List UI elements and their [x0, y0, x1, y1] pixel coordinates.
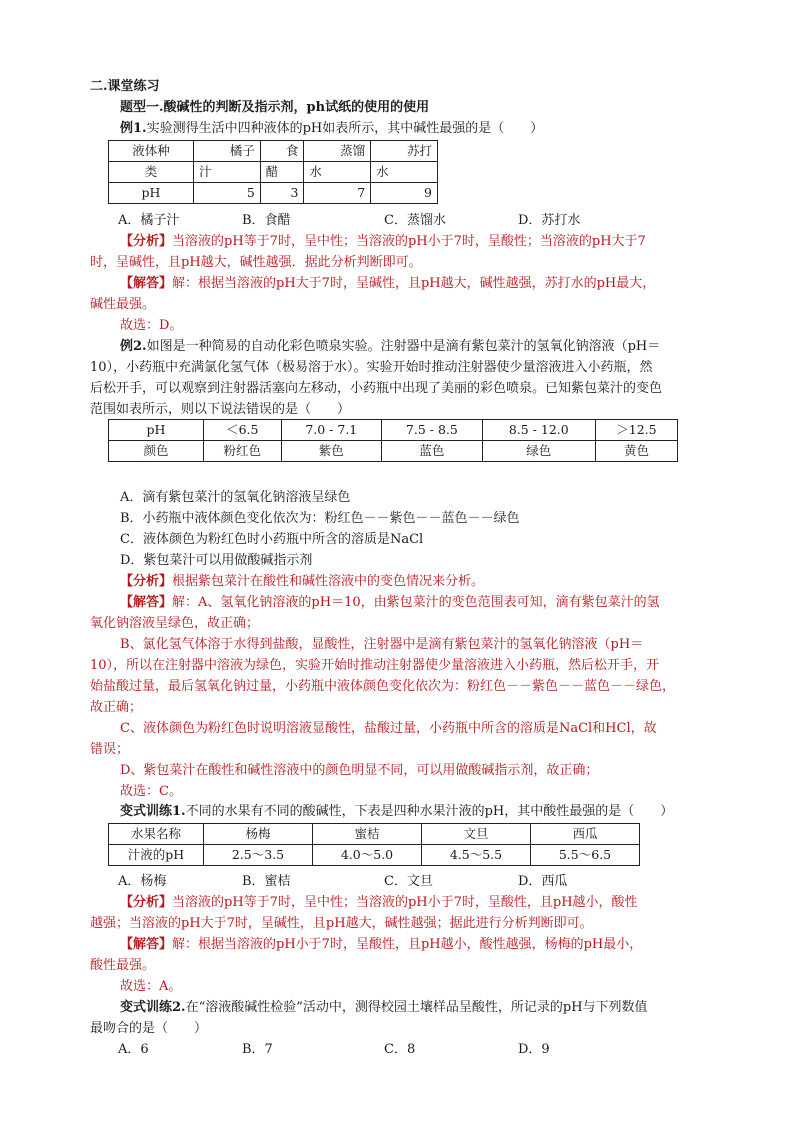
example-1-answer: [120, 273, 734, 294]
answer-line: 故正确；: [90, 700, 143, 715]
option-b: B．食醋: [242, 213, 291, 228]
answer-tag: 【解答】: [120, 937, 173, 952]
variant-2-question: [120, 997, 734, 1018]
option-a: A．橘子汁: [118, 213, 180, 228]
answer-line: 10），所以在注射器中溶液为绿色，实验开始时推动注射器使少量溶液进入小药瓶，然后松开手，开: [90, 658, 660, 673]
example-2-analysis: [120, 571, 734, 592]
option-c: C．蒸馏水: [384, 213, 446, 228]
table-cell: ＜6.5: [204, 420, 282, 441]
table-cell: 西瓜: [531, 824, 640, 845]
table-cell: 液体种: [109, 141, 194, 162]
example-2-option-a: A．滴有紫包菜汁的氢氧化钠溶液呈绿色: [120, 490, 351, 505]
table-cell: 7: [304, 183, 371, 204]
table-cell: 绿色: [482, 441, 595, 462]
example-2-table: [108, 419, 678, 462]
option-c: C．8: [384, 1042, 416, 1057]
example-1-table: [108, 140, 438, 204]
table-row: [109, 441, 678, 462]
table-cell: 9: [371, 183, 438, 204]
table-cell: 粉红色: [204, 441, 282, 462]
analysis-tag: 【分析】: [120, 895, 173, 910]
table-cell: 7.0 - 7.1: [281, 420, 382, 441]
answer-text: 解：根据当溶液的pH大于7时，呈碱性，且pH越大，碱性越强，苏打水的pH最大，: [172, 276, 656, 291]
example-2-text: 如图是一种简易的自动化彩色喷泉实验。注射器中是滴有紫包菜汁的氢氧化钠溶液（pH＝: [146, 339, 661, 354]
variant-1-answer-cont: 酸性最强。: [90, 958, 156, 973]
table-cell: 5: [194, 183, 261, 204]
table-cell: 7.5 - 8.5: [382, 420, 483, 441]
option-a: A．6: [118, 1042, 149, 1057]
answer-text: 解：A、氢氧化钠溶液的pH＝10，由紫包菜汁的变色范围表可知，滴有紫包菜汁的氢: [172, 595, 660, 610]
table-cell: 蓝色: [382, 441, 483, 462]
option-d: D．苏打水: [518, 213, 581, 228]
table-cell: 颜色: [109, 441, 204, 462]
example-1-choice: 故选：D。: [120, 318, 183, 333]
table-cell: 紫色: [281, 441, 382, 462]
table-cell: 水: [371, 162, 438, 183]
table-cell: 汁液的pH: [109, 845, 204, 866]
example-2-question-cont: 后松开手，可以观察到注射器活塞向左移动，小药瓶中出现了美丽的彩色喷泉。已知紫包菜汁的变色: [90, 381, 663, 396]
answer-line: B、氯化氢气体溶于水得到盐酸，显酸性，注射器中是滴有紫包菜汁的氢氧化钠溶液（pH＝: [120, 637, 644, 652]
table-cell: 苏打: [371, 141, 438, 162]
variant-1-text: 不同的水果有不同的酸碱性，下表是四种水果汁液的pH，其中酸性最强的是（ ）: [185, 804, 674, 819]
example-1-answer-cont: 碱性最强。: [90, 297, 156, 312]
variant-2-question-cont: 最吻合的是（ ）: [90, 1021, 208, 1036]
option-b: B．蜜桔: [242, 874, 291, 889]
table-cell: 类: [109, 162, 194, 183]
example-1-analysis: [120, 231, 734, 252]
table-cell: 食: [260, 141, 304, 162]
example-2-option-b: B．小药瓶中液体颜色变化依次为：粉红色－－紫色－－蓝色－－绿色: [120, 511, 520, 526]
table-row: [109, 141, 438, 162]
table-cell: 蜜桔: [313, 824, 422, 845]
table-cell: 黄色: [595, 441, 677, 462]
example-2-question-cont: 10），小药瓶中充满氯化氢气体（极易溶于水）。实验开始时推动注射器使少量溶液进入小药瓶，然: [90, 360, 653, 375]
table-cell: 8.5 - 12.0: [482, 420, 595, 441]
table-cell: 4.5～5.5: [422, 845, 531, 866]
example-2-question-cont: 范围如表所示，则以下说法错误的是（ ）: [90, 402, 351, 417]
answer-line: 始盐酸过量，最后氢氧化钠过量，小药瓶中液体颜色变化依次为：粉红色－－紫色－－蓝色－－绿色，: [90, 679, 676, 694]
answer-tag: 【解答】: [120, 595, 173, 610]
analysis-text: 当溶液的pH等于7时，呈中性；当溶液的pH小于7时，呈酸性；当溶液的pH大于7: [172, 234, 646, 249]
example-2-label: 例2.: [120, 339, 147, 354]
answer-line: 氧化钠溶液呈绿色，故正确；: [90, 616, 260, 631]
example-1-analysis-cont: 时，呈碱性，且pH越大，碱性越强．据此分析判断即可。: [90, 255, 422, 270]
table-cell: ＞12.5: [595, 420, 677, 441]
table-cell: 汁: [194, 162, 261, 183]
table-row: [109, 162, 438, 183]
table-cell: 水: [304, 162, 371, 183]
table-row: [109, 824, 640, 845]
table-cell: 5.5～6.5: [531, 845, 640, 866]
example-2-question: [120, 336, 734, 357]
variant-1-analysis: [120, 892, 734, 913]
option-a: A．杨梅: [118, 874, 167, 889]
analysis-text: 根据紫包菜汁在酸性和碱性溶液中的变色情况来分析。: [172, 574, 485, 589]
table-row: [109, 420, 678, 441]
analysis-text: 当溶液的pH等于7时，呈中性；当溶液的pH小于7时，呈酸性，且pH越小，酸性: [172, 895, 638, 910]
analysis-tag: 【分析】: [120, 234, 173, 249]
example-1-question: [120, 118, 734, 139]
variant-2-label: 变式训练2.: [120, 1000, 186, 1015]
example-2-option-d: D．紫包菜汁可以用做酸碱指示剂: [120, 553, 313, 568]
table-cell: pH: [109, 183, 194, 204]
topic-heading: 题型一.酸碱性的判断及指示剂，ph试纸的使用的使用: [120, 100, 430, 115]
table-cell: 3: [260, 183, 304, 204]
example-2-choice: 故选：C。: [120, 784, 182, 799]
variant-1-table: [108, 823, 640, 866]
table-cell: 文旦: [422, 824, 531, 845]
answer-tag: 【解答】: [120, 276, 173, 291]
table-cell: pH: [109, 420, 204, 441]
analysis-tag: 【分析】: [120, 574, 173, 589]
option-b: B．7: [242, 1042, 273, 1057]
table-cell: 水果名称: [109, 824, 204, 845]
table-cell: 醋: [260, 162, 304, 183]
example-2-option-c: C．液体颜色为粉红色时小药瓶中所含的溶质是NaCl: [120, 532, 424, 547]
example-1-text: 实验测得生活中四种液体的pH如表所示，其中碱性最强的是（ ）: [146, 121, 544, 136]
table-cell: 杨梅: [204, 824, 313, 845]
table-cell: 蒸馏: [304, 141, 371, 162]
table-cell: 4.0～5.0: [313, 845, 422, 866]
section-title: 二.课堂练习: [90, 79, 160, 94]
answer-line: C、液体颜色为粉红色时说明溶液显酸性，盐酸过量，小药瓶中所含的溶质是NaCl和HCl，故: [120, 721, 657, 736]
answer-line: 错误；: [90, 742, 130, 757]
variant-1-question: [120, 801, 734, 822]
table-cell: 橘子: [194, 141, 261, 162]
answer-text: 解：根据当溶液的pH小于7时，呈酸性，且pH越小，酸性越强，杨梅的pH最小，: [172, 937, 643, 952]
variant-1-analysis-cont: 越强；当溶液的pH大于7时，呈碱性，且pH越大，碱性越强；据此进行分析判断即可。: [90, 916, 593, 931]
option-d: D．西瓜: [518, 874, 568, 889]
table-row: [109, 183, 438, 204]
variant-2-text: 在“溶液酸碱性检验”活动中，测得校园土壤样品呈酸性，所记录的pH与下列数值: [185, 1000, 648, 1015]
table-row: [109, 845, 640, 866]
answer-line: D、紫包菜汁在酸性和碱性溶液中的颜色明显不同，可以用做酸碱指示剂，故正确；: [120, 763, 599, 778]
option-c: C．文旦: [384, 874, 433, 889]
example-2-answer: [120, 592, 734, 613]
variant-1-answer: [120, 934, 734, 955]
example-1-label: 例1.: [120, 121, 147, 136]
option-d: D．9: [518, 1042, 550, 1057]
table-cell: 2.5～3.5: [204, 845, 313, 866]
variant-1-label: 变式训练1.: [120, 804, 186, 819]
variant-1-choice: 故选：A。: [120, 979, 182, 994]
